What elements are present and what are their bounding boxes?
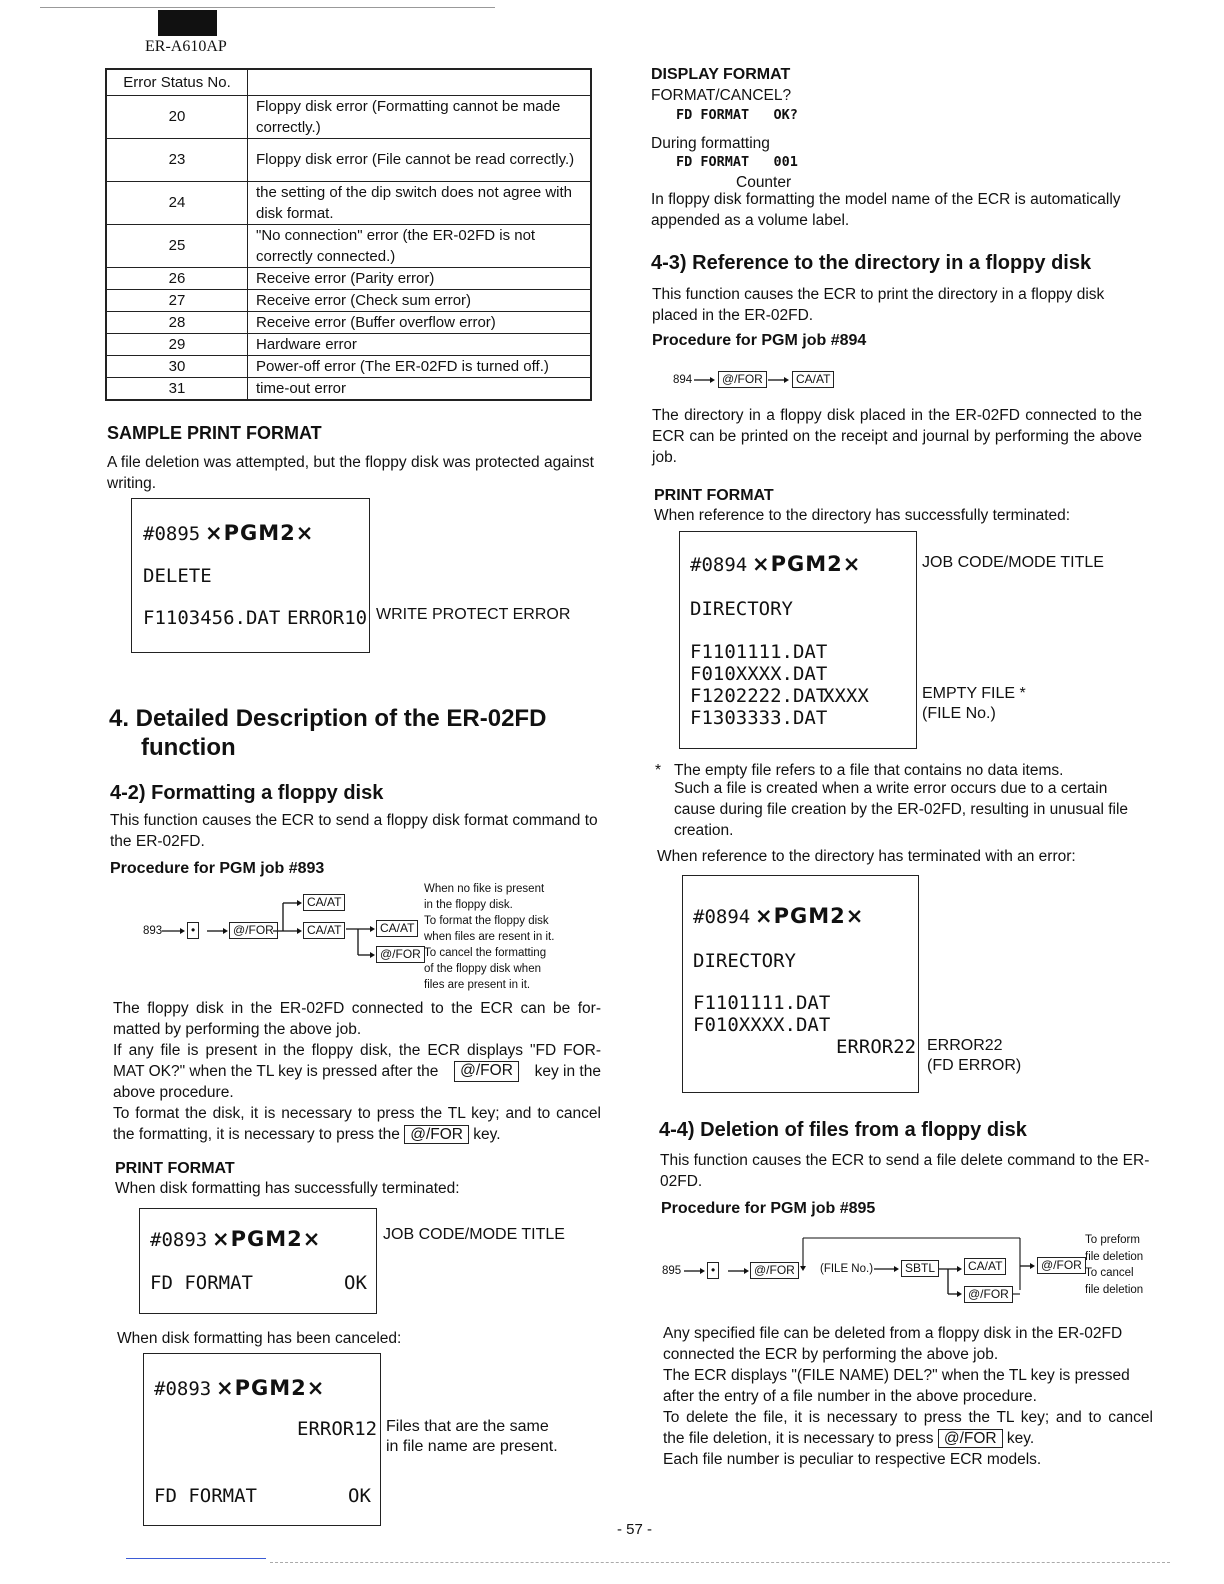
caat-key: CA/AT — [376, 920, 418, 937]
job-code-note: JOB CODE/MODE TITLE — [922, 554, 1104, 571]
footnote-text: Such a file is created when a write error occurs due to a certain cause during file creation by the ER-02FD, resulting in unusual file creation. — [674, 780, 1129, 839]
note-line: files are present in it. — [424, 979, 531, 991]
bottom-rule — [126, 1558, 266, 1559]
caat-key: CA/AT — [792, 371, 834, 388]
note-line: file deletion — [1085, 1251, 1144, 1263]
job-code: #0894 — [690, 554, 748, 576]
receipt-line: FD FORMAT — [150, 1272, 253, 1294]
s42-paragraphs — [113, 998, 601, 1145]
table-row — [106, 377, 591, 400]
footnote-star: * — [655, 762, 662, 779]
error-no: 26 — [106, 267, 248, 289]
note-line: When no fike is present — [424, 883, 545, 895]
text-line: matted by performing the above job. — [113, 1021, 362, 1038]
format-cancel-receipt — [143, 1353, 381, 1526]
file-no-note: (FILE No.) — [922, 705, 996, 722]
format-ok-receipt — [139, 1208, 377, 1314]
empty-file-note: EMPTY FILE * — [922, 685, 1026, 702]
pgm-start-code: 893 — [143, 925, 163, 937]
caat-key: CA/AT — [303, 894, 345, 911]
sample-text: A file deletion was attempted, but the floppy disk was protected against writing. — [107, 454, 594, 492]
page-number: - 57 - — [617, 1521, 653, 1538]
display-text: In floppy disk formatting the model name of the ECR is automatically appended as a volume label. — [651, 191, 1121, 229]
error-code: ERROR12 — [297, 1418, 378, 1440]
error-desc: Floppy disk error (Formatting cannot be made correctly.) — [248, 95, 592, 138]
text-line: above procedure. — [113, 1084, 234, 1101]
model-label: ER-A610AP — [145, 38, 227, 55]
display-readout: FD FORMAT OK? — [676, 107, 798, 123]
error-no: 23 — [106, 138, 248, 181]
pgm893-diagram — [140, 880, 600, 995]
display-during: During formatting — [651, 135, 770, 152]
table-row — [106, 311, 591, 333]
header-black-tab — [158, 10, 217, 36]
error-no: 29 — [106, 333, 248, 355]
file-name: F010XXXX.DAT — [690, 663, 828, 685]
file-name: F1202222.DAT — [690, 685, 828, 707]
ok-status: OK — [348, 1485, 371, 1507]
dot-key: • — [187, 922, 199, 939]
error-status-table — [105, 68, 592, 401]
table-header-blank — [248, 69, 592, 95]
text-line: The floppy disk in the ER-02FD connected to the ECR can be for- — [113, 1000, 601, 1017]
note-line: file deletion — [1085, 1284, 1144, 1296]
bottom-rule — [270, 1562, 1170, 1563]
text-fragment: the formatting, it is necessary to press the — [113, 1126, 400, 1143]
s42-print-ok-caption: When disk formatting has successfully terminated: — [115, 1180, 460, 1197]
table-row — [106, 289, 591, 311]
same-name-note: in file name are present. — [386, 1438, 558, 1455]
for-key: @/FOR — [750, 1262, 799, 1279]
s42-proc-title: Procedure for PGM job #893 — [110, 860, 325, 877]
note-line: of the floppy disk when — [424, 963, 541, 975]
s43-title: 4-3) Reference to the directory in a floppy disk — [651, 252, 1092, 274]
s44-paragraphs — [663, 1323, 1153, 1470]
job-code-note: JOB CODE/MODE TITLE — [383, 1226, 565, 1243]
receipt-line: DIRECTORY — [690, 598, 793, 620]
error-no: 24 — [106, 181, 248, 224]
file-no-label: (FILE No.) — [820, 1263, 874, 1275]
error-desc: Receive error (Parity error) — [248, 267, 592, 289]
error-no: 31 — [106, 377, 248, 400]
note-line: in the floppy disk. — [424, 899, 513, 911]
file-name: F1101111.DAT — [690, 641, 828, 663]
display-line: FORMAT/CANCEL? — [651, 87, 792, 104]
error-no: 28 — [106, 311, 248, 333]
section-title-line1: 4. Detailed Description of the ER-02FD — [109, 705, 547, 732]
error-desc: Receive error (Check sum error) — [248, 289, 592, 311]
table-row — [106, 224, 591, 267]
error-desc: the setting of the dip switch does not agree with disk format. — [248, 181, 592, 224]
s44-proc-title: Procedure for PGM job #895 — [661, 1200, 876, 1217]
directory-receipt — [679, 531, 917, 749]
for-key: @/FOR — [229, 922, 278, 939]
text-line: Each file number is peculiar to respective ECR models. — [663, 1451, 1042, 1468]
text-fragment: the file deletion, it is necessary to press — [663, 1430, 934, 1447]
text-line — [113, 1124, 601, 1145]
pgm894-diagram — [670, 368, 850, 394]
table-row — [106, 95, 591, 138]
s43-para: The directory in a floppy disk placed in the ER-02FD connected to the ECR can be printed on the receipt and journal by performing the above job. — [652, 407, 1142, 466]
s43-proc-title: Procedure for PGM job #894 — [652, 332, 867, 349]
error-note: (FD ERROR) — [927, 1057, 1022, 1074]
receipt-line: DIRECTORY — [693, 950, 796, 972]
text-line — [113, 1061, 601, 1082]
file-name: F1303333.DAT — [690, 707, 828, 729]
sample-title: SAMPLE PRINT FORMAT — [107, 423, 322, 443]
empty-file-mark: XXXX — [823, 685, 869, 707]
table-row — [106, 138, 591, 181]
mode-title: ×PGM2× — [212, 1227, 322, 1251]
mode-title: ×PGM2× — [216, 1376, 326, 1400]
text-fragment: MAT OK?" when the TL key is pressed after the — [113, 1063, 439, 1080]
s42-cancel-caption: When disk formatting has been canceled: — [117, 1330, 402, 1347]
s42-print-title: PRINT FORMAT — [115, 1160, 235, 1177]
table-row — [106, 181, 591, 224]
text-line: The ECR displays "(FILE NAME) DEL?" when the TL key is pressed after the entry of a file number in the above procedure. — [663, 1367, 1130, 1405]
text-fragment: key in the — [534, 1063, 601, 1080]
note-line: To cancel — [1085, 1267, 1134, 1279]
receipt-line: FD FORMAT — [154, 1485, 257, 1507]
directory-error-receipt — [682, 875, 919, 1093]
inline-for-key: @/FOR — [938, 1429, 1003, 1448]
job-code: #0893 — [154, 1378, 212, 1400]
mode-title: ×PGM2× — [205, 521, 315, 545]
ok-status: OK — [344, 1272, 367, 1294]
inline-for-key: @/FOR — [454, 1061, 519, 1082]
mode-title: ×PGM2× — [755, 904, 865, 928]
s42-text: This function causes the ECR to send a floppy disk format command to the ER-02FD. — [110, 812, 598, 850]
table-row — [106, 267, 591, 289]
note-line: To preform — [1085, 1234, 1140, 1246]
for-key: @/FOR — [376, 946, 425, 963]
caat-key: CA/AT — [964, 1258, 1006, 1275]
display-readout: FD FORMAT 001 — [676, 154, 798, 170]
job-code: #0893 — [150, 1229, 208, 1251]
inline-for-key: @/FOR — [404, 1125, 469, 1144]
pgm895-diagram — [660, 1228, 1155, 1308]
write-protect-note: WRITE PROTECT ERROR — [376, 606, 571, 623]
error-desc: Receive error (Buffer overflow error) — [248, 311, 592, 333]
error-desc: Power-off error (The ER-02FD is turned off.) — [248, 355, 592, 377]
error-no: 30 — [106, 355, 248, 377]
display-title: DISPLAY FORMAT — [651, 66, 791, 83]
table-header-row — [106, 69, 591, 95]
section-title-line2: function — [141, 734, 236, 761]
s44-title: 4-4) Deletion of files from a floppy disk — [659, 1119, 1027, 1141]
text-fragment: key. — [1006, 1430, 1035, 1447]
top-rule — [40, 7, 495, 8]
receipt-line: DELETE — [143, 565, 212, 587]
note-line: To format the floppy disk — [424, 915, 549, 927]
s44-text: This function causes the ECR to send a file delete command to the ER-02FD. — [660, 1152, 1150, 1190]
sbtl-key: SBTL — [901, 1260, 939, 1277]
note-line: when files are resent in it. — [424, 931, 555, 943]
sample-receipt — [131, 498, 370, 653]
text-fragment: key. — [473, 1126, 501, 1143]
table-header-cell: Error Status No. — [106, 69, 248, 95]
same-name-note: Files that are the same — [386, 1418, 549, 1435]
text-line — [663, 1428, 1153, 1449]
s43-print-caption: When reference to the directory has successfully terminated: — [654, 507, 1071, 524]
s43-err-caption: When reference to the directory has terminated with an error: — [657, 848, 1076, 865]
for-key: @/FOR — [1037, 1257, 1086, 1274]
job-code: #0894 — [693, 906, 751, 928]
pgm-start-code: 894 — [673, 374, 693, 386]
text-line: To delete the file, it is necessary to press the TL key; and to cancel — [663, 1409, 1153, 1426]
s43-text: This function causes the ECR to print the directory in a floppy disk placed in the ER-02FD. — [652, 286, 1105, 324]
footnote-text: The empty file refers to a file that contains no data items. — [674, 762, 1064, 779]
file-name: F1103456.DAT — [143, 607, 281, 629]
for-key: @/FOR — [718, 371, 767, 388]
file-name: F010XXXX.DAT — [693, 1014, 831, 1036]
error-desc: "No connection" error (the ER-02FD is not correctly connected.) — [248, 224, 592, 267]
error-no: 27 — [106, 289, 248, 311]
for-key: @/FOR — [964, 1286, 1013, 1303]
text-line: To format the disk, it is necessary to press the TL key; and to cancel — [113, 1105, 601, 1122]
counter-label: Counter — [736, 174, 792, 191]
error-desc: time-out error — [248, 377, 592, 400]
error-desc: Hardware error — [248, 333, 592, 355]
file-name: F1101111.DAT — [693, 992, 831, 1014]
error-no: 20 — [106, 95, 248, 138]
caat-key: CA/AT — [303, 922, 345, 939]
note-line: To cancel the formatting — [424, 947, 547, 959]
dot-key: • — [707, 1262, 719, 1279]
job-code: #0895 — [143, 523, 201, 545]
s42-title: 4-2) Formatting a floppy disk — [110, 782, 384, 804]
error-no: 25 — [106, 224, 248, 267]
error-code: ERROR22 — [836, 1036, 917, 1058]
table-row — [106, 355, 591, 377]
text-line: If any file is present in the floppy disk, the ECR displays "FD FOR- — [113, 1042, 601, 1059]
error-code: ERROR10 — [287, 607, 368, 629]
table-row — [106, 333, 591, 355]
mode-title: ×PGM2× — [752, 552, 862, 576]
text-line: Any specified file can be deleted from a floppy disk in the ER-02FD connected the ECR by performing the above job. — [663, 1325, 1123, 1363]
s43-print-title: PRINT FORMAT — [654, 487, 774, 504]
pgm-start-code: 895 — [662, 1265, 682, 1277]
error-desc: Floppy disk error (File cannot be read correctly.) — [248, 138, 592, 181]
error-note: ERROR22 — [927, 1037, 1003, 1054]
